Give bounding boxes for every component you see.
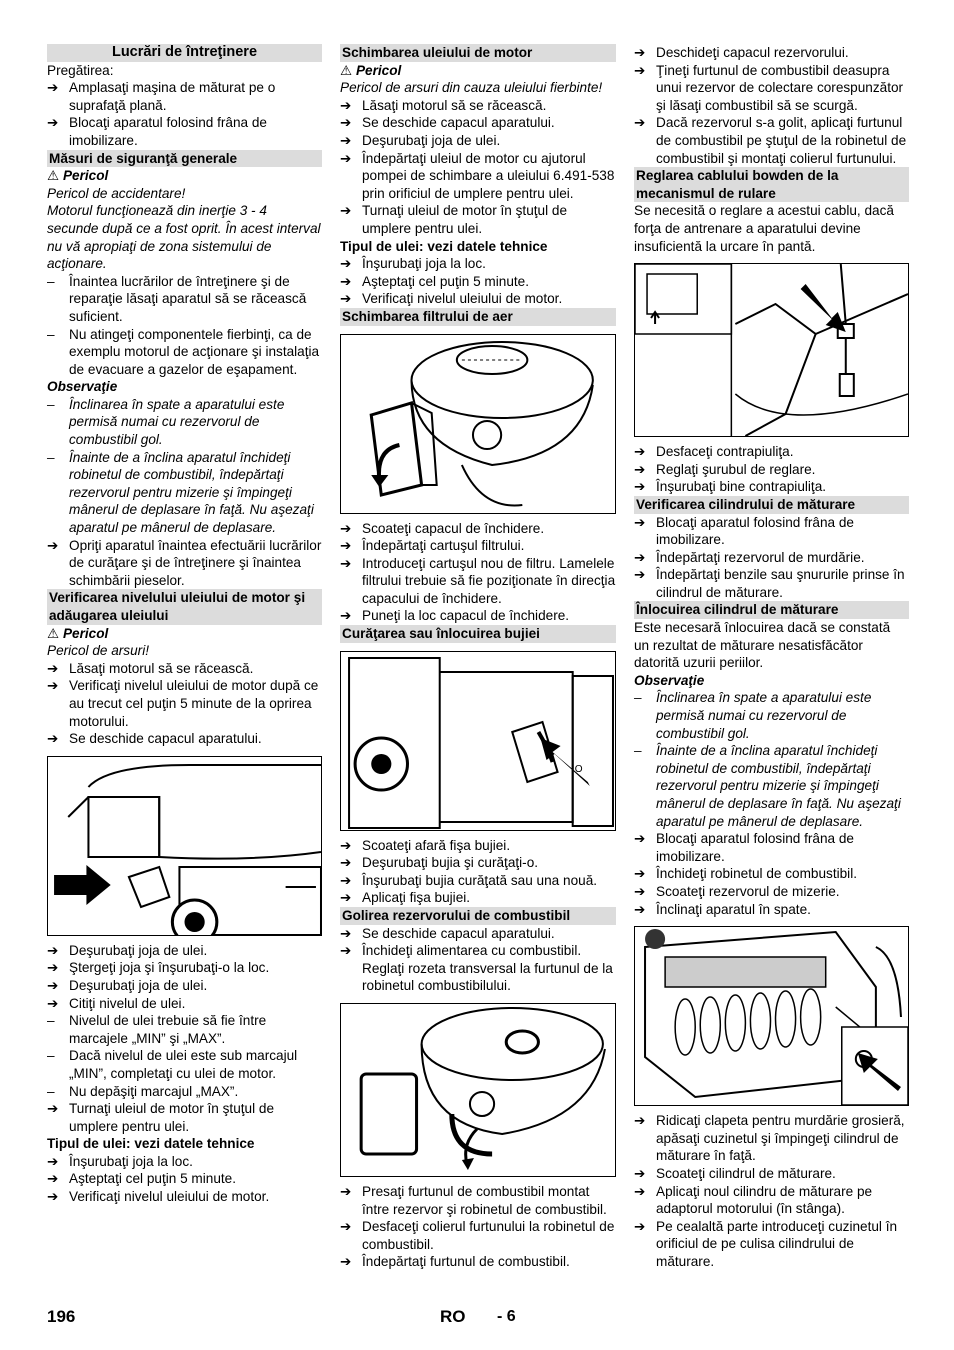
instruction-step: ➔ Aplicaţi fişa bujiei. (340, 890, 471, 906)
arrow-icon: ➔ (340, 150, 352, 166)
paragraph: Este necesară înlocuirea dacă se constată un rezultat de măturare nesatisfăcător datorită uzurii periilor. (634, 620, 891, 671)
danger-label: ⚠ Pericol (47, 625, 109, 641)
instruction-step: ➔ Îndepărtaţi furtunul de combustibil. (340, 1254, 570, 1270)
instruction-step: ➔ Desfaceţi contrapiuliţa. (634, 444, 794, 460)
arrow-icon: ➔ (634, 62, 646, 78)
arrow-icon: ➔ (634, 1165, 646, 1181)
dipstick-illustration (47, 756, 322, 936)
instruction-step: ➔ Verificaţi nivelul uleiului de motor. (47, 1189, 270, 1205)
instruction-step: ➔ Înşurubaţi joja la loc. (47, 1153, 193, 1169)
arrow-icon: ➔ (47, 1189, 59, 1205)
instruction-step: ➔ Amplasaţi maşina de măturat pe o suprafaţă plană. (47, 80, 276, 113)
instruction-step: ➔ Deşurubaţi joja de ulei. (47, 942, 208, 958)
section-page: - 6 (497, 1308, 516, 1325)
instruction-step: ➔ Aplicaţi noul cilindru de măturare pe adaptorul motorului (în stânga). (634, 1183, 873, 1217)
instruction-step: ➔ Îndepărtaţi benzile sau şnururile prinse în cilindrul de măturare. (634, 567, 905, 600)
instruction-step: ➔ Închideţi alimentarea cu combustibil. Reglaţi rozeta transversal la furtunul de la robinetul combustibilului. (340, 943, 613, 994)
column-right (634, 44, 909, 1271)
instruction-step: ➔ Aşteptaţi cel puţin 5 minute. (47, 1171, 236, 1187)
dash-marker: – (47, 449, 55, 465)
arrow-icon: ➔ (634, 514, 646, 530)
arrow-icon: ➔ (634, 866, 646, 882)
warning-icon: ⚠ (340, 62, 356, 78)
arrow-icon: ➔ (47, 678, 59, 694)
instruction-step: ➔ Scoateţi rezervorul de mizerie. (634, 883, 840, 899)
arrow-icon: ➔ (47, 731, 59, 747)
warning-icon: ⚠ (47, 168, 63, 184)
paragraph: Pericol de arsuri! (47, 643, 149, 659)
arrow-icon: ➔ (47, 977, 59, 993)
arrow-icon: ➔ (340, 1219, 352, 1235)
note-label: Observaţie (634, 672, 705, 688)
dash-marker: – (47, 1013, 55, 1029)
instruction-step: ➔ Îndepărtaţi rezervorul de murdărie. (634, 549, 865, 565)
instruction-step: ➔ Deschideţi capacul rezervorului. (634, 45, 849, 60)
instruction-step: ➔ Pe cealaltă parte introduceţi cuzinetul în orificiul de pe culisa cilindrului de măturare. (634, 1218, 898, 1269)
section-heading: Înlocuirea cilindrul de măturare (634, 601, 909, 619)
arrow-icon: ➔ (47, 660, 59, 676)
sparkplug-illustration (340, 651, 616, 831)
instruction-step: ➔ Presaţi furtunul de combustibil montat între rezervor şi robinetul de combustibil. (340, 1184, 607, 1217)
arrow-icon: ➔ (340, 1254, 352, 1270)
instruction-step: ➔ Îndepărtaţi cartuşul filtrului. (340, 538, 525, 554)
arrow-icon: ➔ (634, 1218, 646, 1234)
instruction-step: ➔ Turnaţi uleiul de motor în ştuţul de umplere pentru ulei. (47, 1101, 275, 1134)
arrow-icon: ➔ (634, 45, 646, 60)
column-left (47, 44, 322, 1206)
instruction-step: ➔ Verificaţi nivelul uleiului de motor după ce au trecut cel puţin 5 minute de la oprirea motorului. (47, 678, 319, 729)
arrow-icon: ➔ (47, 1101, 59, 1117)
paragraph: Se necesită o reglare a acestui cablu, dacă forţa de antrenare a aparatului devine insuficientă la urcare în pantă. (634, 203, 894, 254)
paragraph: Pericol de accidentare! (47, 185, 186, 201)
arrow-icon: ➔ (634, 115, 646, 131)
instruction-step: ➔ Scoateţi capacul de închidere. (340, 520, 545, 536)
note-item: – Înclinarea în spate a aparatului este permisă numai cu rezervorul de combustibil gol. (47, 396, 285, 448)
arrow-icon: ➔ (47, 1153, 59, 1169)
instruction-step: ➔ Introduceţi cartuşul nou de filtru. Lamelele filtrului trebuie să fie poziţionate în direcţia capacului de închidere. (340, 555, 616, 606)
instruction-step: ➔ Dacă rezervorul s-a golit, aplicaţi furtunul de combustibil pe ştuţul de la robinetul de combustibil şi montaţi colierul furtunului. (634, 115, 907, 166)
instruction-step: ➔ Deşurubaţi joja de ulei. (340, 132, 501, 148)
instruction-step: ➔ Lăsaţi motorul să se răcească. (340, 97, 547, 113)
instruction-step: ➔ Citiţi nivelul de ulei. (47, 995, 186, 1011)
arrow-icon: ➔ (340, 520, 352, 536)
danger-label: ⚠ Pericol (340, 62, 402, 78)
instruction-step: ➔ Se deschide capacul aparatului. (47, 731, 262, 747)
instruction-step: ➔ Scoateţi afară fişa bujiei. (340, 837, 511, 853)
section-heading: Schimbarea uleiului de motor (340, 44, 616, 62)
arrow-icon: ➔ (340, 608, 352, 624)
arrow-icon: ➔ (340, 97, 352, 113)
arrow-icon: ➔ (47, 995, 59, 1011)
arrow-icon: ➔ (634, 444, 646, 460)
instruction-step: ➔ Deşurubaţi joja de ulei. (47, 977, 208, 993)
paragraph: Pericol de arsuri din cauza uleiului fierbinte! (340, 80, 603, 96)
arrow-icon: ➔ (47, 537, 59, 553)
arrow-icon: ➔ (634, 883, 646, 899)
instruction-step: ➔ Înşurubaţi bujia curăţată sau una nouă. (340, 872, 598, 888)
instruction-step: ➔ Ridicaţi clapeta pentru murdărie grosieră, apăsaţi cuzinetul şi împingeţi cilindrul de măturare în faţă. (634, 1113, 905, 1164)
arrow-icon: ➔ (634, 1183, 646, 1199)
arrow-icon: ➔ (47, 115, 59, 131)
bowden-illustration (634, 263, 909, 437)
arrow-icon: ➔ (340, 943, 352, 959)
instruction-step: ➔ Verificaţi nivelul uleiului de motor. (340, 291, 563, 307)
paragraph: Tipul de ulei: vezi datele tehnice (340, 238, 548, 254)
note-item: – Înclinarea în spate a aparatului este permisă numai cu rezervorul de combustibil gol. (634, 690, 872, 741)
instruction-step: ➔ Opriţi aparatul înaintea efectuării lucrărilor de curăţare şi de întreţinere şi înaintea schimbării pieselor. (47, 537, 322, 588)
dash-marker: – (47, 396, 55, 412)
airfilter-illustration (340, 334, 616, 514)
arrow-icon: ➔ (340, 115, 352, 131)
language-code: RO (440, 1307, 466, 1326)
arrow-icon: ➔ (634, 461, 646, 477)
arrow-icon: ➔ (634, 1113, 646, 1129)
arrow-icon: ➔ (340, 872, 352, 888)
instruction-step: ➔ Scoateţi cilindrul de măturare. (634, 1165, 836, 1181)
arrow-icon: ➔ (47, 80, 59, 96)
arrow-icon: ➔ (340, 925, 352, 941)
instruction-step: ➔ Desfaceţi colierul furtunului la robinetul de combustibil. (340, 1219, 615, 1252)
arrow-icon: ➔ (340, 291, 352, 307)
arrow-icon: ➔ (340, 837, 352, 853)
arrow-icon: ➔ (47, 1171, 59, 1187)
bullet-item: – Nivelul de ulei trebuie să fie între marcajele „MIN” şi „MAX”. (47, 1013, 267, 1046)
arrow-icon: ➔ (340, 203, 352, 219)
bullet-item: – Nu atingeţi componentele fierbinţi, ca de exemplu motorul de acţionare şi instalaţia de evacuare a gazelor de eşapament. (47, 326, 320, 377)
instruction-step: ➔ Reglaţi şurubul de reglare. (634, 461, 816, 477)
instruction-step: ➔ Ţineţi furtunul de combustibil deasupra unui rezervor de colectare corespunzător şi lăsaţi combustibil să se scurgă. (634, 62, 904, 113)
arrow-icon: ➔ (340, 890, 352, 906)
instruction-step: ➔ Se deschide capacul aparatului. (340, 115, 555, 131)
arrow-icon: ➔ (634, 567, 646, 583)
arrow-icon: ➔ (634, 479, 646, 495)
arrow-icon: ➔ (340, 855, 352, 871)
section-heading: Golirea rezervorului de combustibil (340, 907, 616, 925)
instruction-step: ➔ Blocaţi aparatul folosind frâna de imobilizare. (47, 115, 267, 148)
svg-text:O: O (574, 763, 583, 775)
note-item: – Înainte de a înclina aparatul închideţi robinetul de combustibil, îndepărtaţi rezervorul pentru mizerie şi împingeţi mânerul de deplasare în faţă. Nu aşezaţi aparatul pe mânerul de deplasare. (634, 743, 901, 829)
bullet-item: – Nu depăşiţi marcajul „MAX”. (47, 1083, 239, 1099)
instruction-step: ➔ Îndepărtaţi uleiul de motor cu ajutorul pompei de schimbare a uleiului 6.491-538 prin orificiul de umplere pentru ulei. (340, 150, 615, 201)
note-label: Observaţie (47, 379, 118, 395)
instruction-step: ➔ Blocaţi aparatul folosind frâna de imobilizare. (634, 831, 854, 864)
bullet-item: – Dacă nivelul de ulei este sub marcajul „MIN”, completaţi cu ulei de motor. (47, 1048, 298, 1081)
instruction-step: ➔ Închideţi robinetul de combustibil. (634, 866, 857, 882)
arrow-icon: ➔ (47, 942, 59, 958)
dash-marker: – (634, 743, 642, 759)
fuel-illustration (340, 1003, 616, 1177)
arrow-icon: ➔ (340, 555, 352, 571)
section-heading: Reglarea cablului bowden de la mecanismul de rulare (634, 167, 909, 202)
section-heading: Lucrări de întreţinere (47, 44, 322, 62)
arrow-icon: ➔ (634, 549, 646, 565)
arrow-icon: ➔ (340, 132, 352, 148)
instruction-step: ➔ Se deschide capacul aparatului. (340, 925, 555, 941)
arrow-icon: ➔ (47, 960, 59, 976)
instruction-step: ➔ Turnaţi uleiul de motor în ştuţul de umplere pentru ulei. (340, 203, 568, 236)
section-heading: Curăţarea sau înlocuirea bujiei (340, 625, 616, 643)
arrow-icon: ➔ (634, 901, 646, 917)
instruction-step: ➔ Puneţi la loc capacul de închidere. (340, 608, 570, 624)
paragraph: Pregătirea: (47, 62, 114, 78)
arrow-icon: ➔ (340, 273, 352, 289)
dash-marker: – (47, 326, 55, 342)
dash-marker: – (47, 1048, 55, 1064)
page-number: 196 (47, 1307, 76, 1326)
paragraph: Tipul de ulei: vezi datele tehnice (47, 1136, 255, 1152)
arrow-icon: ➔ (340, 538, 352, 554)
section-heading: Verificarea nivelului uleiului de motor şi adăugarea uleiului (47, 589, 322, 624)
instruction-step: ➔ Înclinaţi aparatul în spate. (634, 901, 811, 917)
instruction-step: ➔ Înşurubaţi joja la loc. (340, 256, 486, 272)
section-heading: Măsuri de siguranţă generale (47, 150, 322, 168)
roller-illustration (634, 926, 909, 1106)
note-item: – Înainte de a înclina aparatul închideţi robinetul de combustibil, îndepărtaţi rezervorul pentru mizerie şi împingeţi mânerul de deplasare în faţă. Nu aşezaţi aparatul pe mânerul de deplasare. (47, 449, 314, 536)
warning-icon: ⚠ (47, 625, 63, 641)
instruction-step: ➔ Ştergeţi joja şi înşurubaţi-o la loc. (47, 960, 270, 976)
dash-marker: – (47, 273, 55, 289)
column-middle (340, 44, 616, 1271)
section-heading: Schimbarea filtrului de aer (340, 308, 616, 326)
arrow-icon: ➔ (340, 1184, 352, 1199)
instruction-step: ➔ Aşteptaţi cel puţin 5 minute. (340, 273, 529, 289)
dash-marker: – (47, 1083, 55, 1099)
arrow-icon: ➔ (634, 831, 646, 847)
instruction-step: ➔ Lăsaţi motorul să se răcească. (47, 660, 254, 676)
danger-label: ⚠ Pericol (47, 168, 109, 184)
instruction-step: ➔ Blocaţi aparatul folosind frâna de imobilizare. (634, 514, 854, 548)
instruction-step: ➔ Deşurubaţi bujia şi curăţaţi-o. (340, 855, 539, 871)
paragraph: Motorul funcţionează din inerţie 3 - 4 secunde după ce a fost oprit. În acest interval nu vă apropiaţi de zona sistemului de acţionare. (47, 203, 321, 272)
bullet-item: – Înaintea lucrărilor de întreţinere şi de reparaţie lăsaţi aparatul să se răcească suficient. (47, 273, 307, 324)
section-heading: Verificarea cilindrului de măturare (634, 496, 909, 514)
dash-marker: – (634, 690, 642, 706)
instruction-step: ➔ Înşurubaţi bine contrapiuliţa. (634, 479, 827, 495)
arrow-icon: ➔ (340, 256, 352, 272)
